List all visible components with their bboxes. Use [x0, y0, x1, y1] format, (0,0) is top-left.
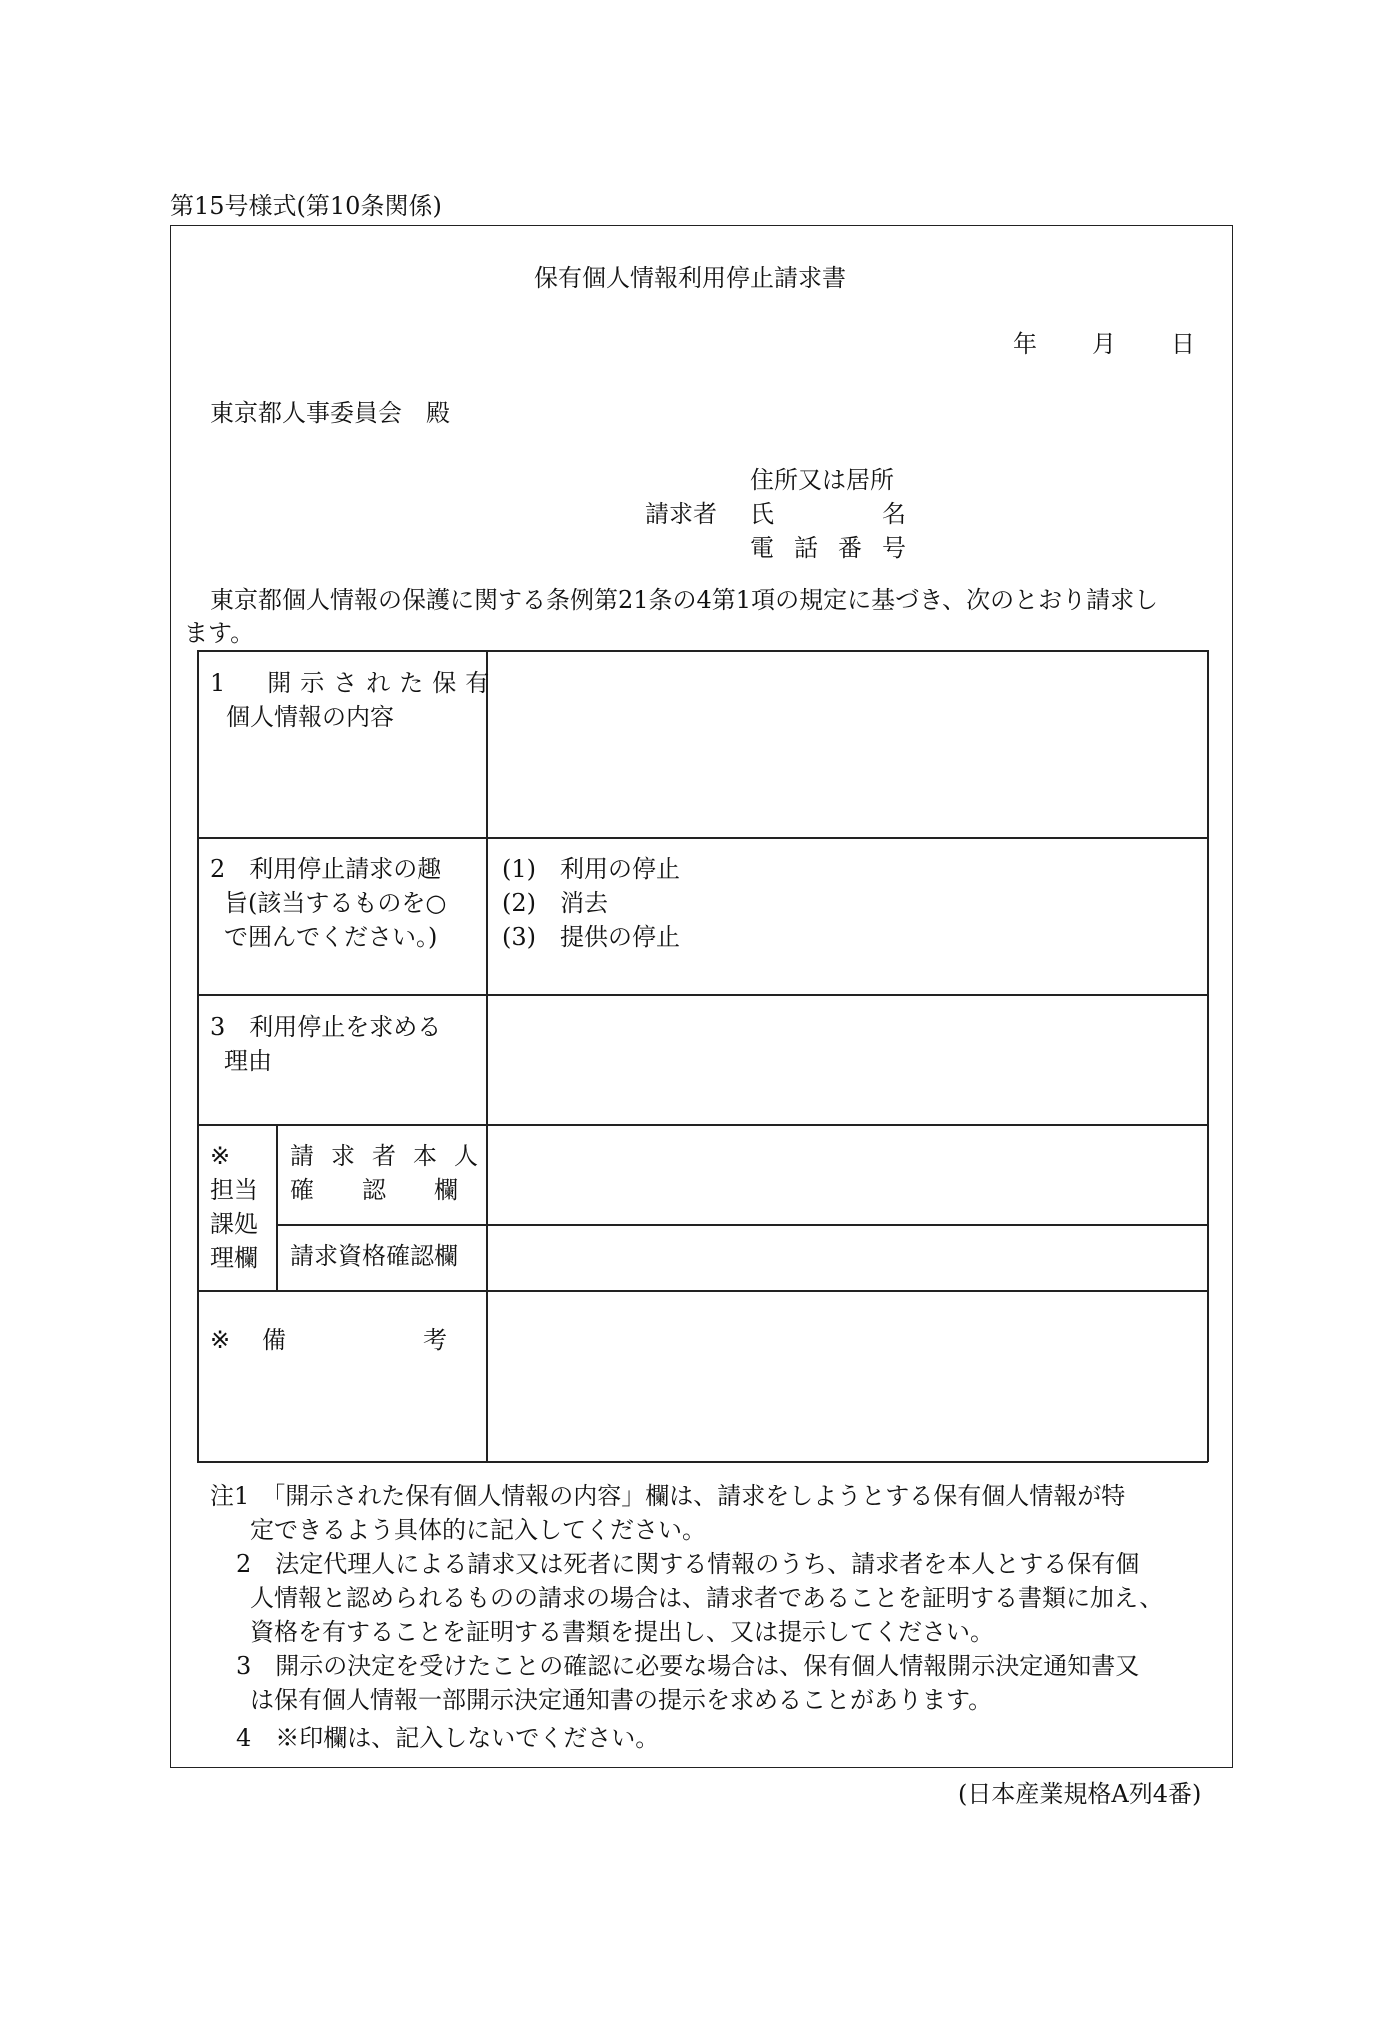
office-label-line: 担当: [210, 1176, 258, 1204]
option-stop-provision[interactable]: (3) 提供の停止: [502, 923, 680, 951]
office-label-line: 課処: [210, 1210, 258, 1238]
note-line: 2 法定代理人による請求又は死者に関する情報のうち、請求者を本人とする保有個: [236, 1550, 1140, 1578]
option-delete[interactable]: (2) 消去: [502, 889, 608, 917]
remarks-label-2: 考: [423, 1326, 447, 1354]
remarks-mark: ※: [210, 1326, 231, 1354]
row3-label-line-1: 3 利用停止を求める: [210, 1013, 442, 1041]
phone-char: 話: [794, 534, 818, 562]
note-line: 資格を有することを証明する書類を提出し、又は提示してください。: [250, 1618, 994, 1646]
page-title: 保有個人情報利用停止請求書: [534, 264, 846, 292]
requester-label: 請求者: [645, 500, 717, 528]
sub1-label-line-2: 確認欄: [290, 1176, 506, 1204]
row3-label-line-2: 理由: [224, 1047, 272, 1075]
row-divider: [276, 1224, 1208, 1226]
form-label: 第15号様式(第10条関係): [170, 192, 442, 220]
phone-label: [750, 536, 906, 560]
note-line: 注1 「開示された保有個人情報の内容」欄は、請求をしようとする保有個人情報が特: [210, 1482, 1126, 1510]
intro-line-1: 東京都個人情報の保護に関する条例第21条の4第1項の規定に基づき、次のとおり請求し: [210, 586, 1159, 614]
row-divider: [197, 1290, 1208, 1292]
note-line: 4 ※印欄は、記入しないでください。: [236, 1724, 660, 1752]
office-mark: ※: [210, 1142, 231, 1170]
intro-line-2: ます。: [184, 619, 255, 647]
office-column-divider: [276, 1124, 278, 1291]
addressee: 東京都人事委員会 殿: [210, 399, 450, 427]
table-border-bottom: [197, 1461, 1208, 1463]
address-label: 住所又は居所: [750, 466, 894, 494]
row3-reason-field[interactable]: [489, 997, 1206, 1123]
table-column-divider: [486, 650, 488, 1462]
option-stop-use[interactable]: (1) 利用の停止: [502, 855, 680, 883]
row1-text-1: 1 開示された保有: [210, 669, 499, 697]
phone-char: 電: [750, 534, 774, 562]
name-label-2: 名: [882, 500, 906, 528]
row-divider: [197, 837, 1208, 839]
name-label-1: 氏: [750, 500, 774, 528]
office-label-line: 理欄: [210, 1244, 258, 1272]
row2-label-line-1: 2 利用停止請求の趣: [210, 855, 442, 883]
row2-label-line-3: で囲んでください。): [224, 923, 438, 951]
row1-label-line-2: 個人情報の内容: [226, 703, 394, 731]
date-month: 月: [1092, 330, 1116, 358]
sub1-label-line-1: 請求者本人: [290, 1142, 495, 1170]
table-border-left: [197, 650, 199, 1462]
table-border-top: [197, 650, 1208, 652]
note-line: 人情報と認められるものの請求の場合は、請求者であることを証明する書類に加え、: [250, 1584, 1164, 1612]
sub2-label: 請求資格確認欄: [290, 1242, 458, 1270]
note-line: 定できるよう具体的に記入してください。: [250, 1516, 706, 1544]
remarks-label-1: 備: [262, 1326, 286, 1354]
row-divider: [197, 1124, 1208, 1126]
date-year: 年: [1013, 330, 1037, 358]
remarks-field[interactable]: [489, 1293, 1206, 1460]
row1-content-field[interactable]: [489, 653, 1206, 836]
phone-char: 番: [838, 534, 862, 562]
row-divider: [197, 994, 1208, 996]
row2-label-line-2: 旨(該当するものを○: [224, 889, 447, 917]
note-line: は保有個人情報一部開示決定通知書の提示を求めることがあります。: [250, 1686, 993, 1714]
row1-label-line-1: [210, 669, 499, 697]
phone-char: 号: [882, 534, 906, 562]
note-line: 3 開示の決定を受けたことの確認に必要な場合は、保有個人情報開示決定通知書又: [236, 1652, 1140, 1680]
table-border-right: [1207, 650, 1209, 1462]
paper-size-footer: (日本産業規格A列4番): [958, 1780, 1202, 1808]
date-day: 日: [1171, 330, 1195, 358]
